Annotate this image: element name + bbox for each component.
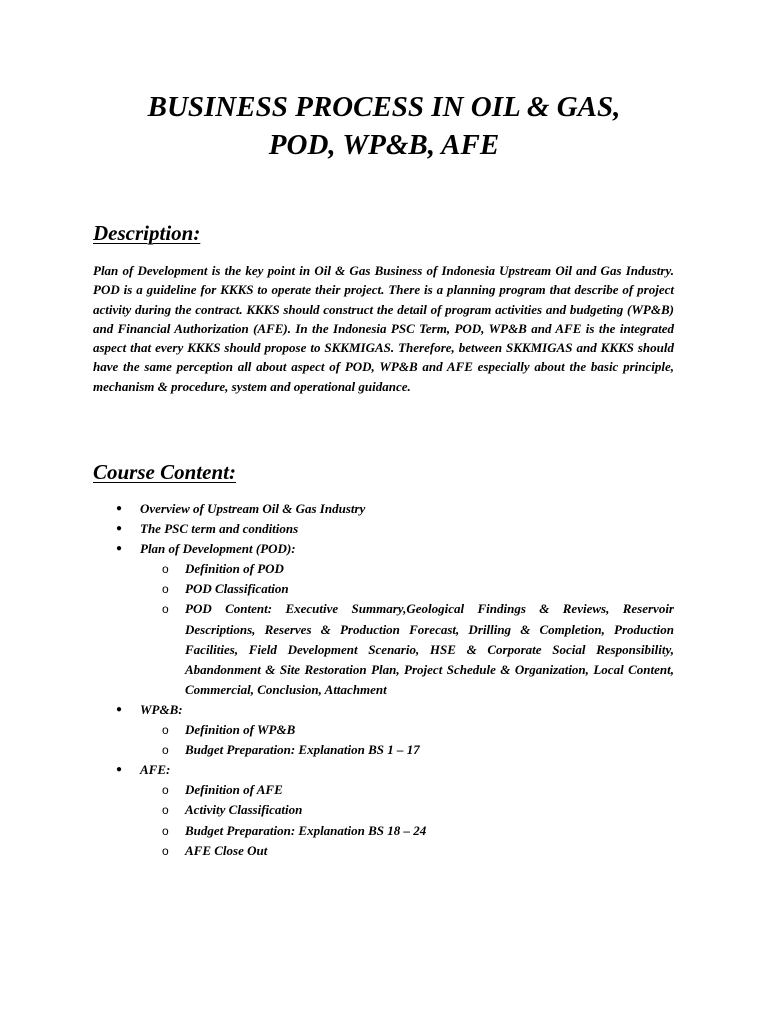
- course-subitem-text: Budget Preparation: Explanation BS 1 – 17: [185, 742, 420, 758]
- sub-bullet-icon: o: [162, 723, 169, 738]
- description-paragraph: Plan of Development is the key point in Oil & Gas Business of Indonesia Upstream Oil and Gas Industry. POD is a guideline for KKKS to operate their project. There is a planning program that describe of project activity during the contract. KKKS should construct the detail of program activities and budgeting (WP&B) and Financial Authorization (AFE). In the Indonesia PSC Term, POD, WP&B and AFE is the integrated aspect that every KKKS should propose to SKKMIGAS. Therefore, between SKKMIGAS and KKKS should have the same perception all about aspect of POD, WP&B and AFE especially about the basic principle, mechanism & procedure, system and operational guidance.: [93, 263, 674, 394]
- course-item-afe: [0, 760, 768, 780]
- sub-bullet-icon: o: [162, 582, 169, 597]
- course-subitem-text: Definition of WP&B: [185, 722, 296, 738]
- course-item-overview: [0, 499, 768, 519]
- course-subitem-afe-close-out: [0, 841, 674, 861]
- course-subitem-text: AFE Close Out: [185, 842, 268, 858]
- sub-bullet-icon: o: [162, 803, 169, 818]
- course-subitem-pod-definition: [0, 559, 674, 579]
- course-subitem-afe-budget: [0, 821, 674, 841]
- course-item-text: Plan of Development (POD):: [140, 541, 296, 557]
- course-subitem-wpb-budget: [0, 740, 674, 760]
- sub-bullet-icon: o: [162, 783, 169, 798]
- course-item-text: AFE:: [140, 762, 171, 778]
- description-heading: Description:: [93, 221, 201, 245]
- bullet-icon: ●: [116, 543, 123, 555]
- sub-bullet-icon: o: [162, 562, 169, 577]
- sub-bullet-icon: o: [162, 843, 169, 858]
- course-item-pod: [0, 539, 768, 559]
- sub-bullet-icon: o: [162, 743, 169, 758]
- course-subitem-pod-classification: [0, 579, 674, 599]
- course-subitem-text: POD Classification: [185, 581, 289, 597]
- sub-bullet-icon: o: [162, 602, 169, 617]
- course-item-text: Overview of Upstream Oil & Gas Industry: [140, 501, 366, 516]
- course-content-heading: Course Content:: [93, 460, 236, 484]
- document-title-line-2: POD, WP&B, AFE: [268, 129, 500, 161]
- course-content-list: [0, 499, 768, 861]
- course-subitem-text: Budget Preparation: Explanation BS 18 – 24: [185, 822, 427, 838]
- bullet-icon: ●: [116, 523, 123, 535]
- course-subitem-text: Activity Classification: [185, 802, 303, 818]
- bullet-icon: ●: [116, 703, 123, 715]
- bullet-icon: ●: [116, 764, 123, 776]
- course-item-wpb: [0, 700, 768, 720]
- course-subitem-afe-definition: [0, 780, 674, 800]
- course-subitem-text: Definition of AFE: [185, 782, 283, 798]
- course-subitem-wpb-definition: [0, 720, 674, 740]
- course-subitem-afe-activity: [0, 800, 674, 820]
- course-item-psc-term: [0, 519, 768, 539]
- sub-bullet-icon: o: [162, 823, 169, 838]
- bullet-icon: ●: [116, 503, 123, 514]
- course-item-text: The PSC term and conditions: [140, 521, 299, 537]
- document-title-line-1: BUSINESS PROCESS IN OIL & GAS,: [147, 91, 621, 123]
- course-subitem-text: Definition of POD: [185, 561, 284, 577]
- course-item-text: WP&B:: [140, 701, 183, 717]
- course-subitem-pod-content: [0, 599, 674, 699]
- course-subitem-text: POD Content: Executive Summary,Geological Findings & Reviews, Reservoir Descriptions, Reserves & Production Forecast, Drilling & Completion, Production Facilities, Field Development Scenario, HSE & Corporate Social Responsibility, Abandonment & Site Restoration Plan, Project Schedule & Organization, Local Content, Commercial, Conclusion, Attachment: [185, 601, 674, 697]
